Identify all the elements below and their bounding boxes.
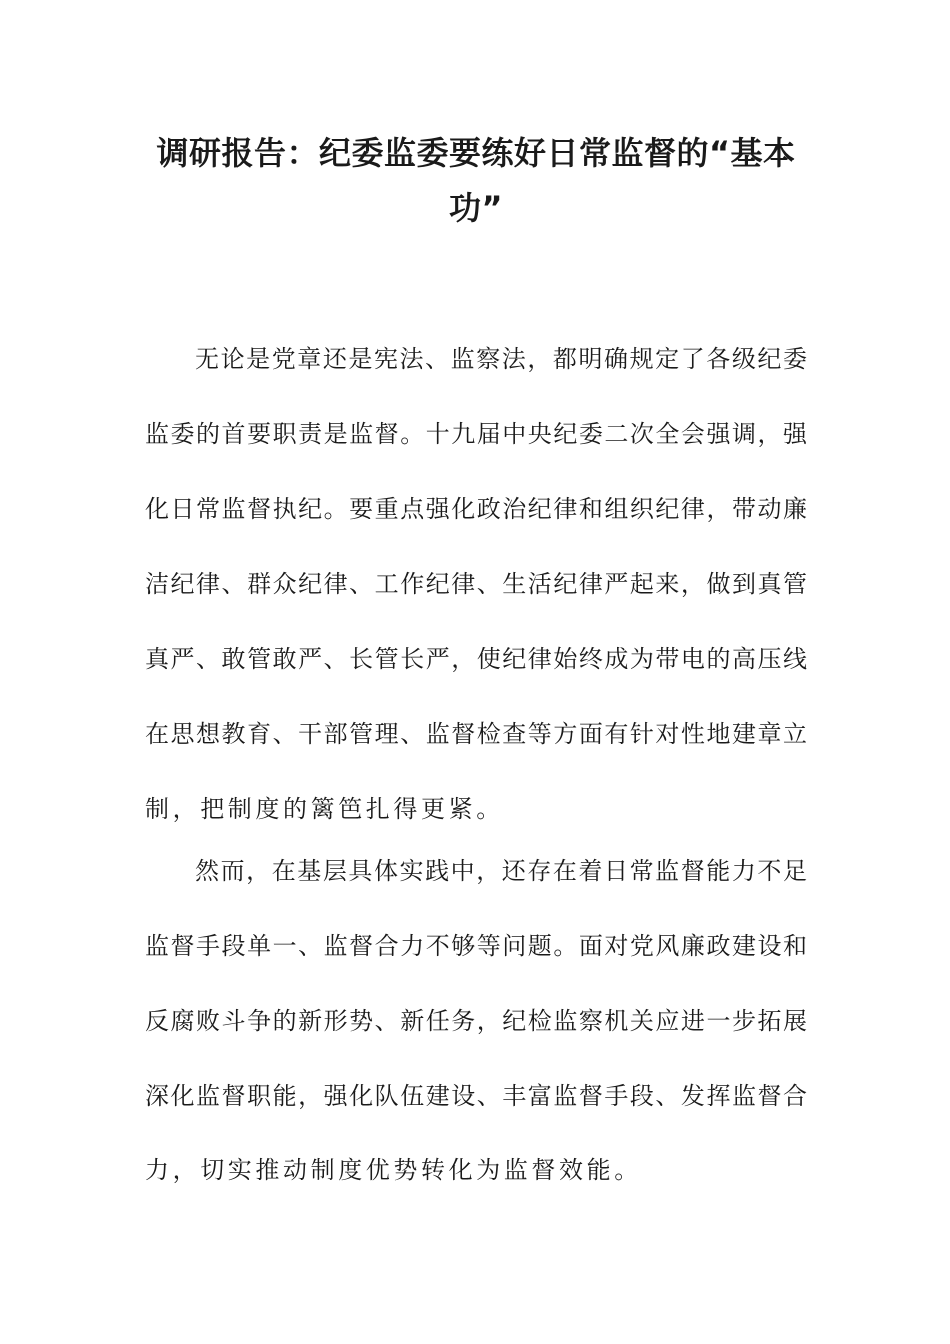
paragraph-2-line-2: 监督手段单一、监督合力不够等问题。面对党风廉政建设和 <box>145 932 807 960</box>
paragraph-2-line-4: 深化监督职能，强化队伍建设、丰富监督手段、发挥监督合 <box>145 1082 807 1110</box>
paragraph-1-line-5: 真严、敢管敢严、长管长严，使纪律始终成为带电的高压线 <box>145 645 807 673</box>
paragraph-2-line-5: 力，切实推动制度优势转化为监督效能。 <box>145 1156 642 1184</box>
paragraph-1-line-7: 制，把制度的篱笆扎得更紧。 <box>145 795 504 823</box>
paragraph-1-line-6: 在思想教育、干部管理、监督检查等方面有针对性地建章立 <box>145 720 807 748</box>
paragraph-2-line-3: 反腐败斗争的新形势、新任务，纪检监察机关应进一步拓展 <box>145 1007 807 1035</box>
paragraph-1-line-1: 无论是党章还是宪法、监察法，都明确规定了各级纪委 <box>195 345 807 373</box>
paragraph-2-line-1: 然而，在基层具体实践中，还存在着日常监督能力不足 <box>195 857 807 885</box>
paragraph-1-line-3: 化日常监督执纪。要重点强化政治纪律和组织纪律，带动廉 <box>145 495 807 523</box>
document-title: 调研报告：纪委监委要练好日常监督的“基本功” <box>156 134 796 227</box>
paragraph-1-line-2: 监委的首要职责是监督。十九届中央纪委二次全会强调，强 <box>145 420 807 448</box>
paragraph-1-line-4: 洁纪律、群众纪律、工作纪律、生活纪律严起来，做到真管 <box>145 570 807 598</box>
